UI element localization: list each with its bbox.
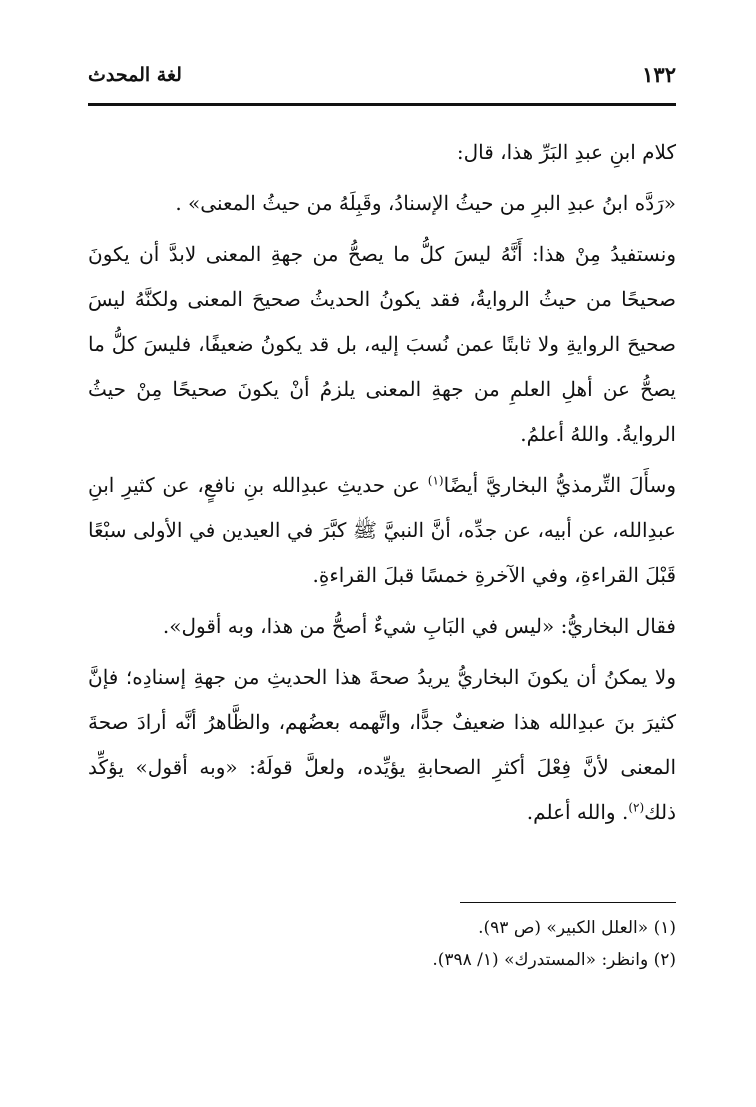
footnote: (١) «العلل الكبير» (ص ٩٣). xyxy=(478,918,676,938)
footnote-reference: (١) xyxy=(427,473,444,488)
footnote: (٢) وانظر: «المستدرك» (١/ ٣٩٨). xyxy=(432,950,676,970)
paragraph xyxy=(88,463,676,598)
paragraph: ونستفيدُ مِنْ هذا: أَنَّهُ ليسَ كلُّ ما يصحُّ من جهةِ المعنى لابدَّ أن يكونَ صحيحًا من حيثُ الروايةُ، فقد يكونُ الحديثُ صحيحَ المعنى ولكنَّهُ ليسَ صحيحَ الروايةِ ولا ثابتًا عمن نُسبَ إليه، بل قد يكونُ ضعيفًا، فليسَ كلُّ ما يصحُّ عن أهلِ العلمِ من جهةِ المعنى يلزمُ أنْ يكونَ صحيحًا مِنْ حيثُ الروايةُ. واللهُ أعلمُ. xyxy=(88,242,676,446)
footnotes xyxy=(88,912,676,976)
paragraph: فقال البخاريُّ: «ليس في البَابِ شيءٌ أصحُّ من هذا، وبه أقول». xyxy=(162,614,676,638)
footnote-separator xyxy=(460,902,676,903)
paragraph-text: عن حديثِ عبدِالله بنِ نافعٍ، عن كثيرِ ابنِ عبدِالله، عن أبيه، عن جدِّه، أنَّ النبيَّ ﷺ كبَّرَ في العيدين في الأولى سبْعًا قَبْلَ القراءةِ، وفي الآخرةِ خمسًا قبلَ القراءةِ. xyxy=(88,473,676,587)
paragraph-text: ولا يمكنُ أن يكونَ البخاريُّ يريدُ صحةَ هذا الحديثِ من جهةِ إسنادِه؛ فإنَّ كثيرَ بنَ عبدِالله هذا ضعيفٌ جدًّا، واتَّهمه بعضُهم، والظَّاهرُ أنَّه أرادَ صحةَ المعنى لأنَّ فِعْلَ أكثرِ الصحابةِ يؤيِّده، ولعلَّ قولَهُ: «وبه أقول» يؤكِّد ذلك xyxy=(88,665,676,824)
paragraph-text: وسأَلَ التِّرمذيُّ البخاريَّ أيضًا xyxy=(443,473,676,497)
page-number: ١٣٢ xyxy=(642,62,676,87)
page-header xyxy=(88,60,676,100)
paragraph: كلام ابنِ عبدِ البَرِّ هذا، قال: xyxy=(456,140,676,164)
footnote-reference: (٢) xyxy=(628,800,645,815)
running-title: لغة المحدث xyxy=(88,64,182,86)
quote-paragraph: «رَدَّه ابنُ عبدِ البرِ من حيثُ الإسنادُ، وقَبِلَهُ من حيثُ المعنى» . xyxy=(175,191,676,215)
paragraph xyxy=(88,655,676,835)
paragraph-text: . والله أعلم. xyxy=(526,800,629,824)
main-text xyxy=(88,130,676,841)
header-rule xyxy=(88,103,676,106)
